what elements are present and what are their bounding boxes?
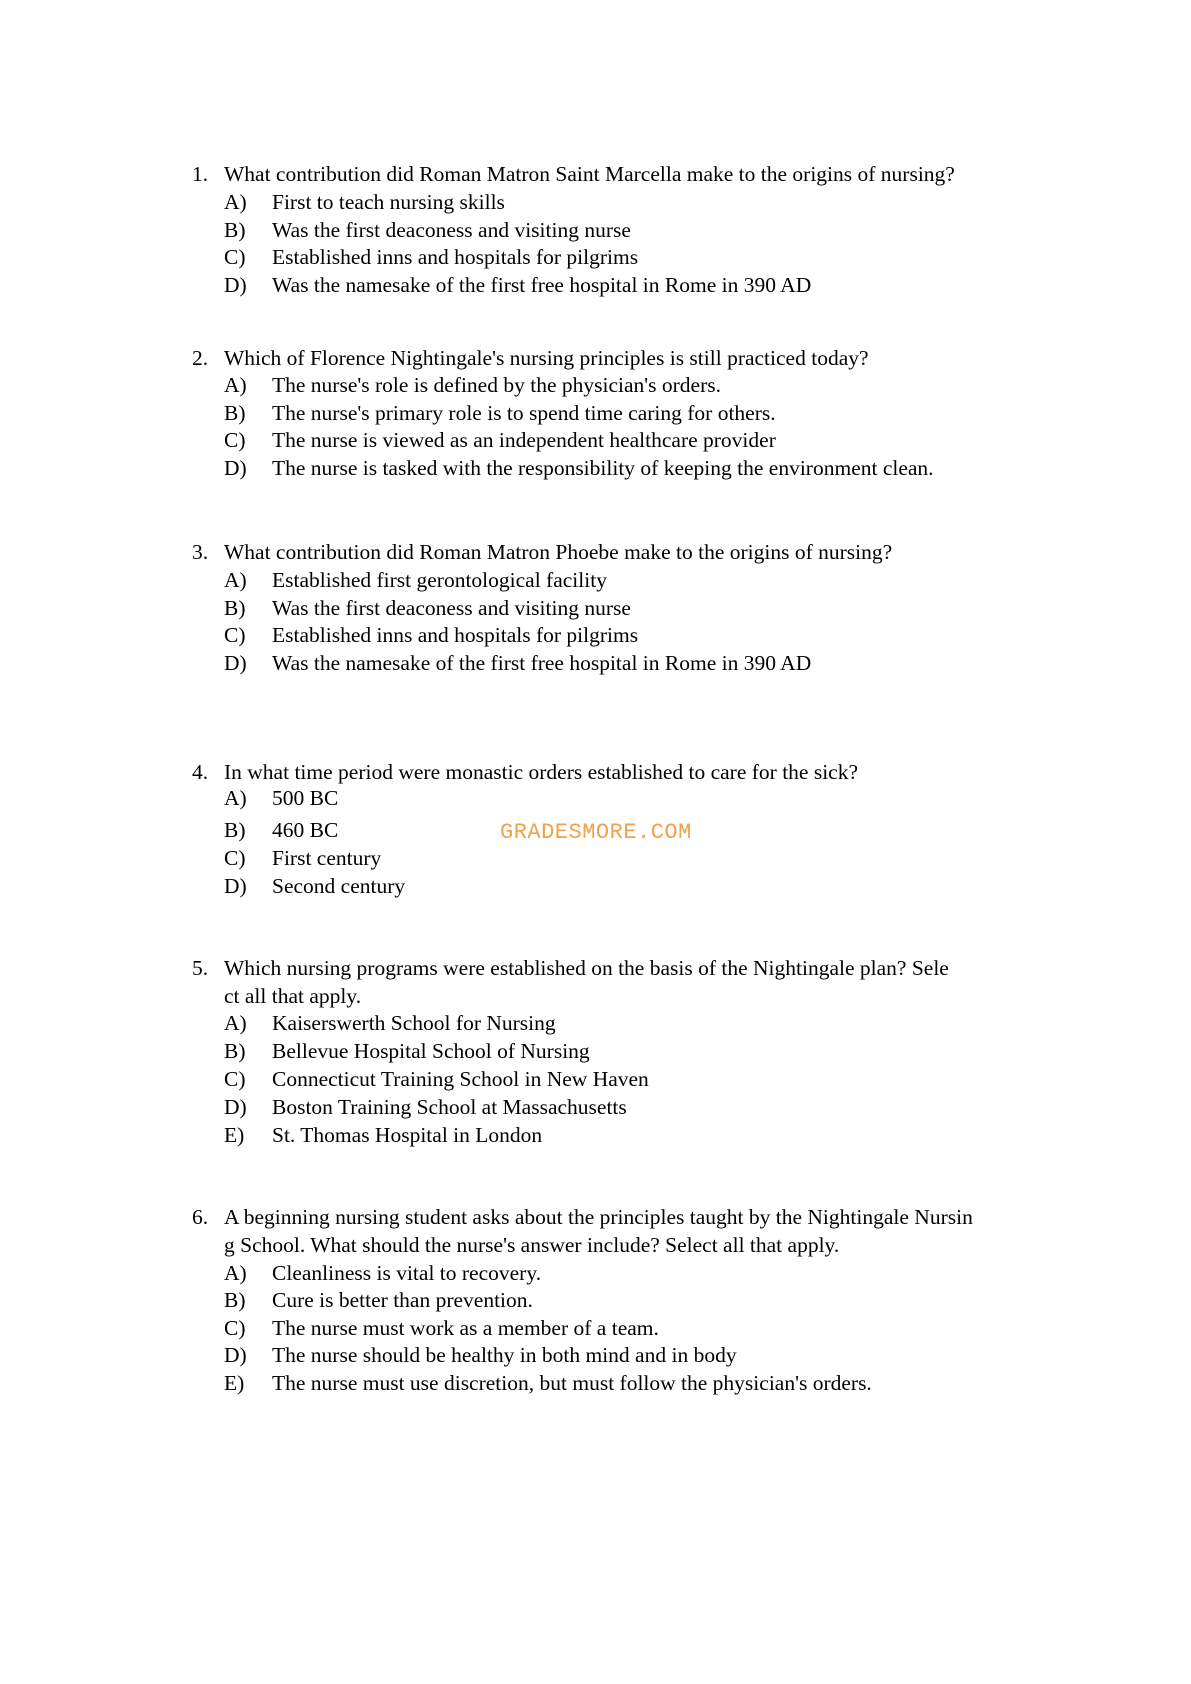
option-letter: B) [224,401,246,425]
question-number: 6. [192,1205,209,1229]
question-text-continued: ct all that apply. [224,984,362,1008]
option-text: The nurse must work as a member of a team. [272,1316,659,1340]
option-text: St. Thomas Hospital in London [272,1123,543,1147]
option-letter: C) [224,1316,246,1340]
question-number: 1. [192,162,209,186]
option-letter: A) [224,1011,247,1035]
question-text: What contribution did Roman Matron Phoebe make to the origins of nursing? [224,540,893,564]
option-letter: C) [224,245,246,269]
option-letter: C) [224,1067,246,1091]
option-text: The nurse is viewed as an independent healthcare provider [272,428,776,452]
watermark-text: GRADESMORE.COM [500,820,692,845]
option-text: The nurse is tasked with the responsibility of keeping the environment clean. [272,456,934,480]
option-letter: D) [224,1343,247,1367]
option-letter: A) [224,568,247,592]
option-text: The nurse must use discretion, but must follow the physician's orders. [272,1371,872,1395]
option-text: Was the first deaconess and visiting nurse [272,596,631,620]
option-text: 500 BC [272,786,339,810]
option-text: Boston Training School at Massachusetts [272,1095,627,1119]
option-text: Established inns and hospitals for pilgrims [272,245,639,269]
option-text: 460 BC [272,818,339,842]
option-text: Established first gerontological facility [272,568,607,592]
question-number: 4. [192,760,209,784]
option-letter: B) [224,818,246,842]
option-letter: A) [224,786,247,810]
option-text: The nurse's role is defined by the physician's orders. [272,373,721,397]
option-letter: A) [224,190,247,214]
option-text: Bellevue Hospital School of Nursing [272,1039,590,1063]
option-letter: D) [224,874,247,898]
option-text: Established inns and hospitals for pilgrims [272,623,639,647]
option-text: Kaiserswerth School for Nursing [272,1011,556,1035]
question-text: What contribution did Roman Matron Saint Marcella make to the origins of nursing? [224,162,955,186]
option-letter: A) [224,373,247,397]
option-text: First to teach nursing skills [272,190,505,214]
option-letter: C) [224,428,246,452]
question-text: A beginning nursing student asks about the principles taught by the Nightingale Nursin [224,1205,973,1229]
option-text: First century [272,846,382,870]
option-letter: C) [224,623,246,647]
option-letter: B) [224,1039,246,1063]
question-text-continued: g School. What should the nurse's answer include? Select all that apply. [224,1233,840,1257]
question-number: 2. [192,346,209,370]
option-text: Cleanliness is vital to recovery. [272,1261,542,1285]
option-text: Was the namesake of the first free hospital in Rome in 390 AD [272,651,812,675]
question-text: In what time period were monastic orders established to care for the sick? [224,760,859,784]
option-letter: D) [224,273,247,297]
option-letter: B) [224,596,246,620]
option-letter: A) [224,1261,247,1285]
question-number: 5. [192,956,209,980]
option-text: Second century [272,874,406,898]
option-text: Was the namesake of the first free hospital in Rome in 390 AD [272,273,812,297]
option-letter: D) [224,1095,247,1119]
question-text: Which of Florence Nightingale's nursing principles is still practiced today? [224,346,869,370]
option-letter: E) [224,1123,245,1147]
option-text: Cure is better than prevention. [272,1288,533,1312]
option-letter: D) [224,456,247,480]
option-text: The nurse's primary role is to spend time caring for others. [272,401,776,425]
question-text: Which nursing programs were established on the basis of the Nightingale plan? Sele [224,956,949,980]
option-text: Connecticut Training School in New Haven [272,1067,649,1091]
option-letter: B) [224,1288,246,1312]
option-text: Was the first deaconess and visiting nurse [272,218,631,242]
question-number: 3. [192,540,209,564]
option-text: The nurse should be healthy in both mind and in body [272,1343,737,1367]
option-letter: C) [224,846,246,870]
option-letter: D) [224,651,247,675]
option-letter: B) [224,218,246,242]
option-letter: E) [224,1371,245,1395]
